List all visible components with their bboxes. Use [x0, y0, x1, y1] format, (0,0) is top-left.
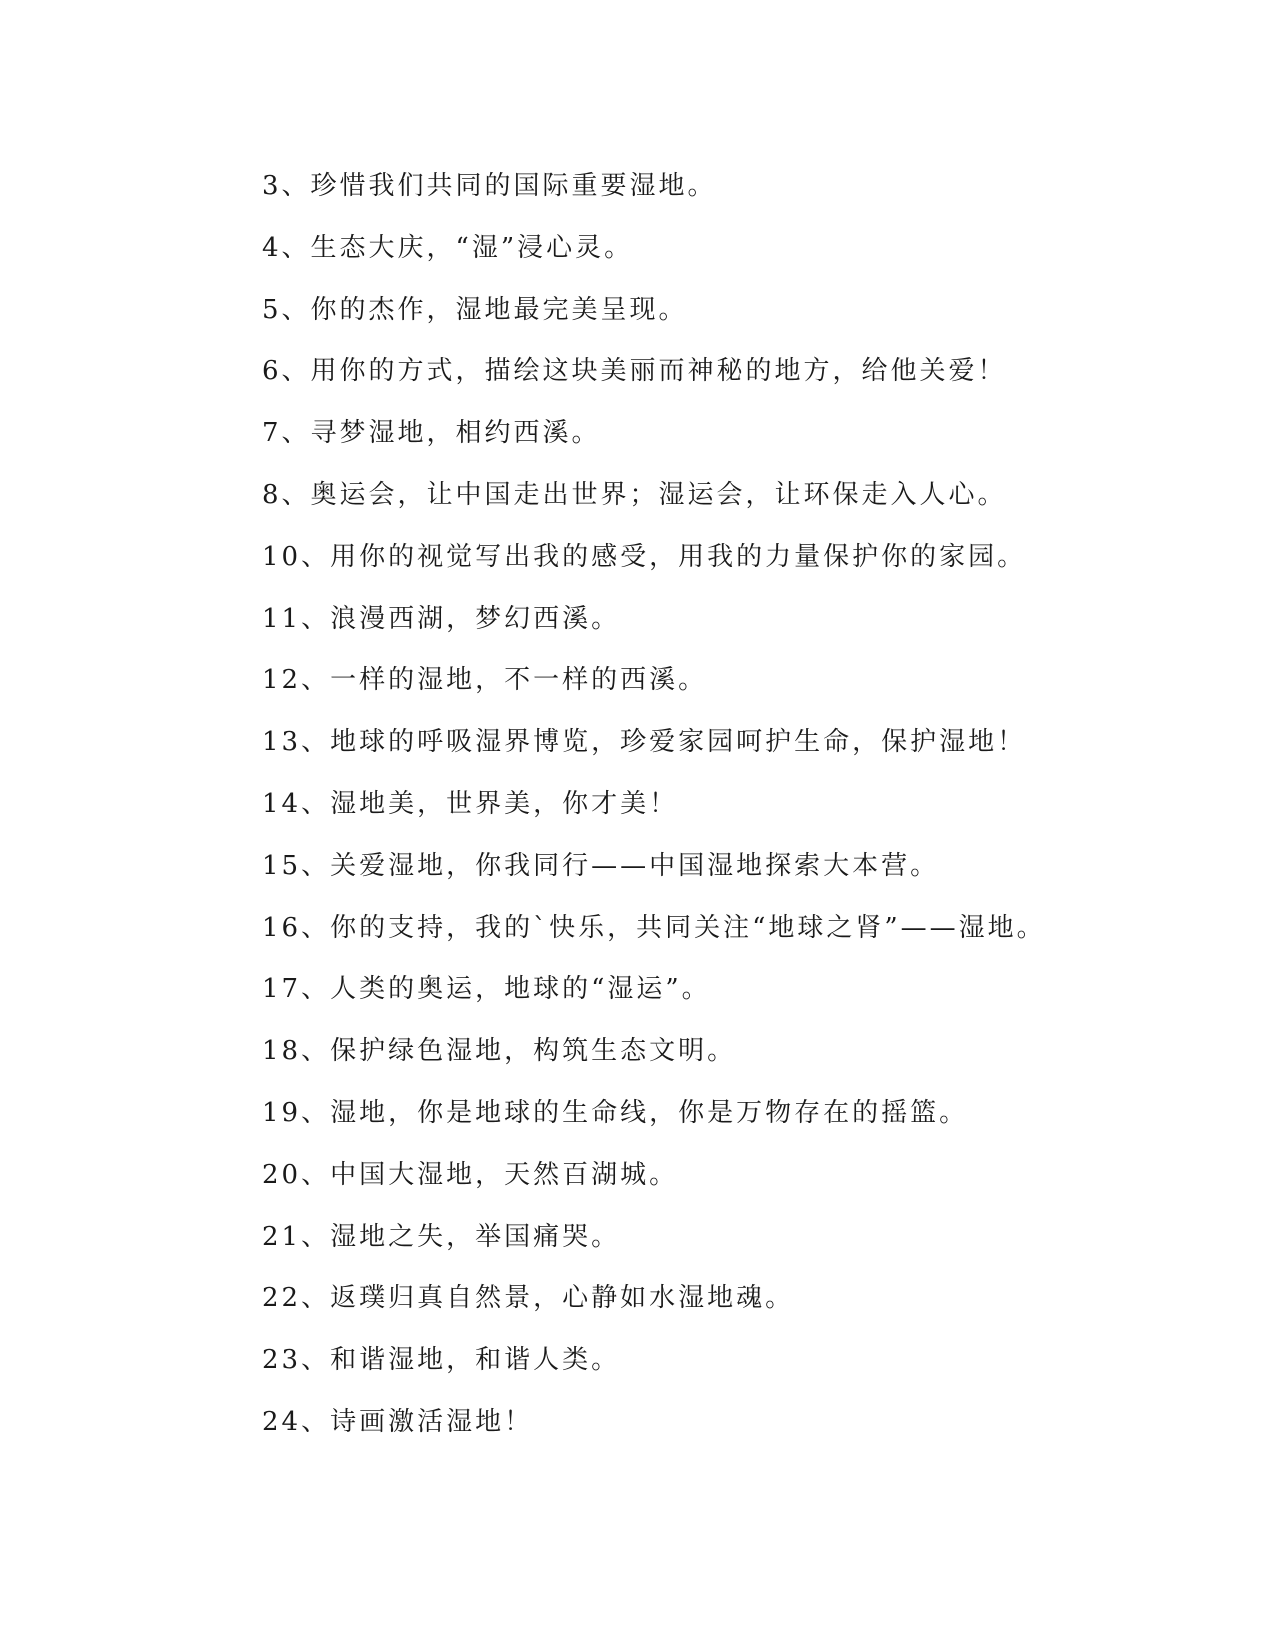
- list-item: 12、一样的湿地，不一样的西溪。: [262, 665, 708, 696]
- list-item: 17、人类的奥运，地球的“湿运”。: [262, 974, 711, 1005]
- list-item: 10、用你的视觉写出我的感受，用我的力量保护你的家园。: [262, 541, 1027, 572]
- list-item: 14、湿地美，世界美，你才美！: [262, 788, 679, 819]
- list-item: 15、关爱湿地，你我同行——中国湿地探索大本营。: [262, 850, 940, 881]
- list-item: 23、和谐湿地，和谐人类。: [262, 1345, 621, 1376]
- list-item: 18、保护绿色湿地，构筑生态文明。: [262, 1036, 737, 1067]
- list-item: 24、诗画激活湿地！: [262, 1406, 534, 1437]
- slogan-list: [262, 166, 1046, 1464]
- list-item: 3、珍惜我们共同的国际重要湿地。: [262, 171, 717, 201]
- list-item: 8、奥运会，让中国走出世界；湿运会，让环保走入人心。: [262, 479, 1007, 510]
- list-item: 5、你的杰作，湿地最完美呈现。: [262, 294, 688, 325]
- list-item: 21、湿地之失，举国痛哭。: [262, 1221, 621, 1252]
- list-item: 22、返璞归真自然景，心静如水湿地魂。: [262, 1283, 795, 1314]
- list-item: 4、生态大庆，“湿”浸心灵。: [262, 232, 634, 263]
- list-item: 7、寻梦湿地，相约西溪。: [262, 418, 601, 449]
- list-item: 19、湿地，你是地球的生命线，你是万物存在的摇篮。: [262, 1097, 969, 1128]
- list-item: 13、地球的呼吸湿界博览，珍爱家园呵护生命，保护湿地！: [262, 727, 1027, 758]
- list-item: 11、浪漫西湖，梦幻西溪。: [262, 603, 621, 634]
- list-item: 16、你的支持，我的`快乐，共同关注“地球之肾”——湿地。: [262, 912, 1046, 943]
- list-item: 20、中国大湿地，天然百湖城。: [262, 1159, 679, 1190]
- list-item: 6、用你的方式，描绘这块美丽而神秘的地方，给他关爱！: [262, 356, 1007, 387]
